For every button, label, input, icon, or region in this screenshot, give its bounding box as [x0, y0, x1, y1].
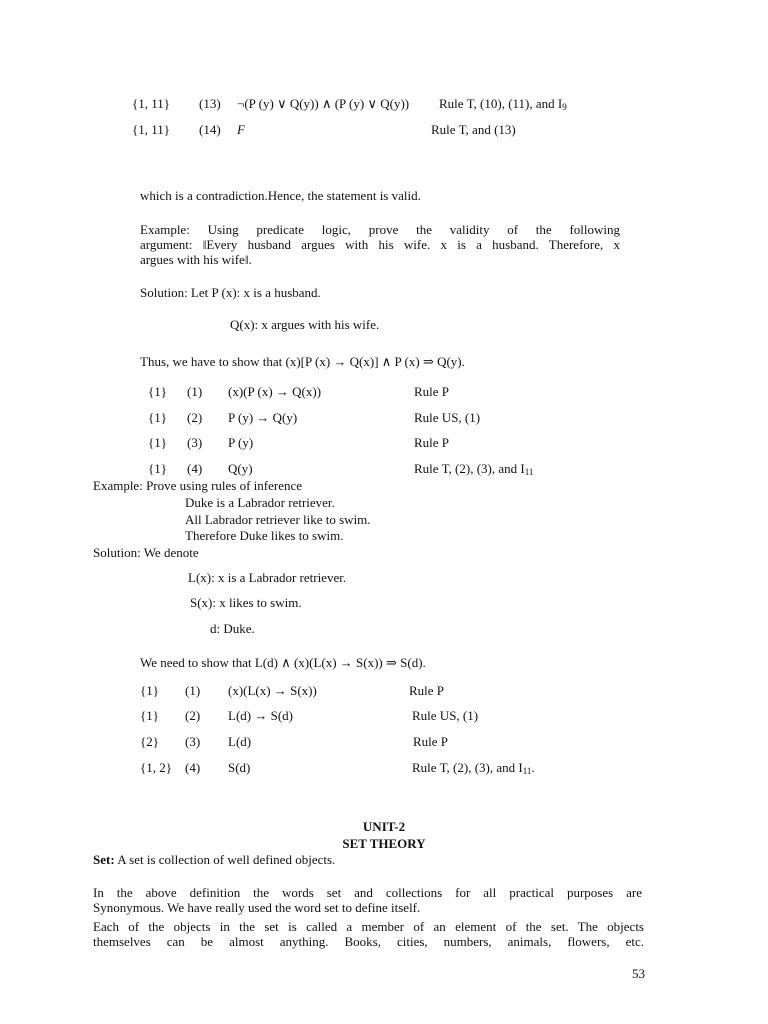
step-expression: L(d) → S(d) [228, 708, 293, 723]
step-expression: (x)(P (x) → Q(x)) [228, 384, 322, 399]
step-number: (13) [199, 96, 221, 111]
example-2-premise-1: Duke is a Labrador retriever. [185, 495, 335, 510]
step-premise-set: {2} [140, 734, 159, 749]
step-premise-set: {1} [148, 410, 167, 425]
paragraph-1 [93, 885, 642, 915]
step-premise-set: {1, 2} [140, 760, 172, 775]
step-rule: Rule T, (10), (11), and $I_9$ [439, 96, 567, 112]
step-premise-set: {1} [148, 461, 167, 476]
step-premise-set: {1} [140, 708, 159, 723]
contradiction-text: which is a contradiction.Hence, the statement is valid. [140, 188, 421, 203]
step-premise-set: {1} [148, 384, 167, 399]
section-heading: SET THEORY [342, 836, 426, 851]
paragraph-2-line-2: themselves can be almost anything. Books, cities, numbers, animals, flowers, etc. [93, 934, 644, 949]
paragraph-2-line-1: Each of the objects in the set is called a member of an element of the set. The objects [93, 919, 644, 934]
step-number: (1) [187, 384, 203, 399]
show-statement-2: We need to show that L(d) ∧ (x)(L(x) → S(x)) ⇒ S(d). [140, 655, 426, 670]
step-expression: S(d) [228, 760, 251, 775]
step-rule: Rule P [414, 384, 450, 399]
step-rule: Rule P [409, 683, 445, 698]
step-expression: (x)(L(x) → S(x)) [228, 683, 317, 698]
set-definition [93, 852, 335, 867]
solution-1-line-1: Solution: Let P (x): x is a husband. [140, 285, 321, 300]
unit-heading: UNIT-2 [362, 819, 406, 834]
step-premise-set: {1, 11} [132, 96, 170, 111]
step-number: (3) [187, 435, 203, 450]
step-number: (1) [185, 683, 201, 698]
step-expression: P (y) → Q(y) [228, 410, 298, 425]
step-expression: F [237, 122, 245, 137]
step-number: (14) [199, 122, 221, 137]
paragraph-1-line-2: Synonymous. We have really used the word set to define itself. [93, 900, 421, 915]
definition-L: L(x): x is a Labrador retriever. [188, 570, 347, 585]
step-rule: Rule P [413, 734, 449, 749]
step-rule: Rule US, (1) [412, 708, 479, 723]
step-number: (4) [187, 461, 203, 476]
paragraph-2 [93, 919, 644, 949]
step-rule: Rule US, (1) [414, 410, 481, 425]
step-expression: Q(y) [228, 461, 253, 476]
example-2-intro: Example: Prove using rules of inference [93, 478, 303, 493]
step-premise-set: {1} [148, 435, 167, 450]
step-number: (2) [187, 410, 203, 425]
example-2-premise-2: All Labrador retriever like to swim. [185, 512, 371, 527]
step-number: (2) [185, 708, 201, 723]
set-definition-text: A set is collection of well defined objects. [117, 852, 336, 867]
step-premise-set: {1, 11} [132, 122, 170, 137]
step-expression: ¬(P (y) ∨ Q(y)) ∧ (P (y) ∨ Q(y)) [237, 96, 410, 111]
definition-S: S(x): x likes to swim. [190, 595, 302, 610]
step-rule: Rule T, and (13) [431, 122, 516, 137]
step-expression: L(d) [228, 734, 252, 749]
example-1 [140, 222, 620, 267]
solution-1-line-2: Q(x): x argues with his wife. [230, 317, 380, 332]
paragraph-1-line-1: In the above definition the words set and collections for all practical purposes are [93, 885, 642, 900]
page-number: 53 [632, 966, 645, 981]
definition-d: d: Duke. [210, 621, 255, 636]
example-1-line-3: argues with his wife‖. [140, 252, 252, 267]
example-1-line-2: argument: ‖Every husband argues with his wife. x is a husband. Therefore, x [140, 237, 620, 252]
set-definition-label: Set: [93, 852, 115, 867]
solution-2-intro: Solution: We denote [93, 545, 199, 560]
step-premise-set: {1} [140, 683, 159, 698]
show-statement-1: Thus, we have to show that (x)[P (x) → Q(x)] ∧ P (x) ⇒ Q(y). [140, 354, 465, 369]
step-rule: Rule T, (2), (3), and $I_{11}$. [412, 760, 535, 776]
example-2-conclusion: Therefore Duke likes to swim. [185, 528, 344, 543]
step-number: (3) [185, 734, 201, 749]
example-1-line-1: Example: Using predicate logic, prove the validity of the following [140, 222, 620, 237]
step-number: (4) [185, 760, 201, 775]
step-expression: P (y) [228, 435, 254, 450]
step-rule: Rule T, (2), (3), and $I_{11}$ [414, 461, 534, 477]
step-rule: Rule P [414, 435, 450, 450]
